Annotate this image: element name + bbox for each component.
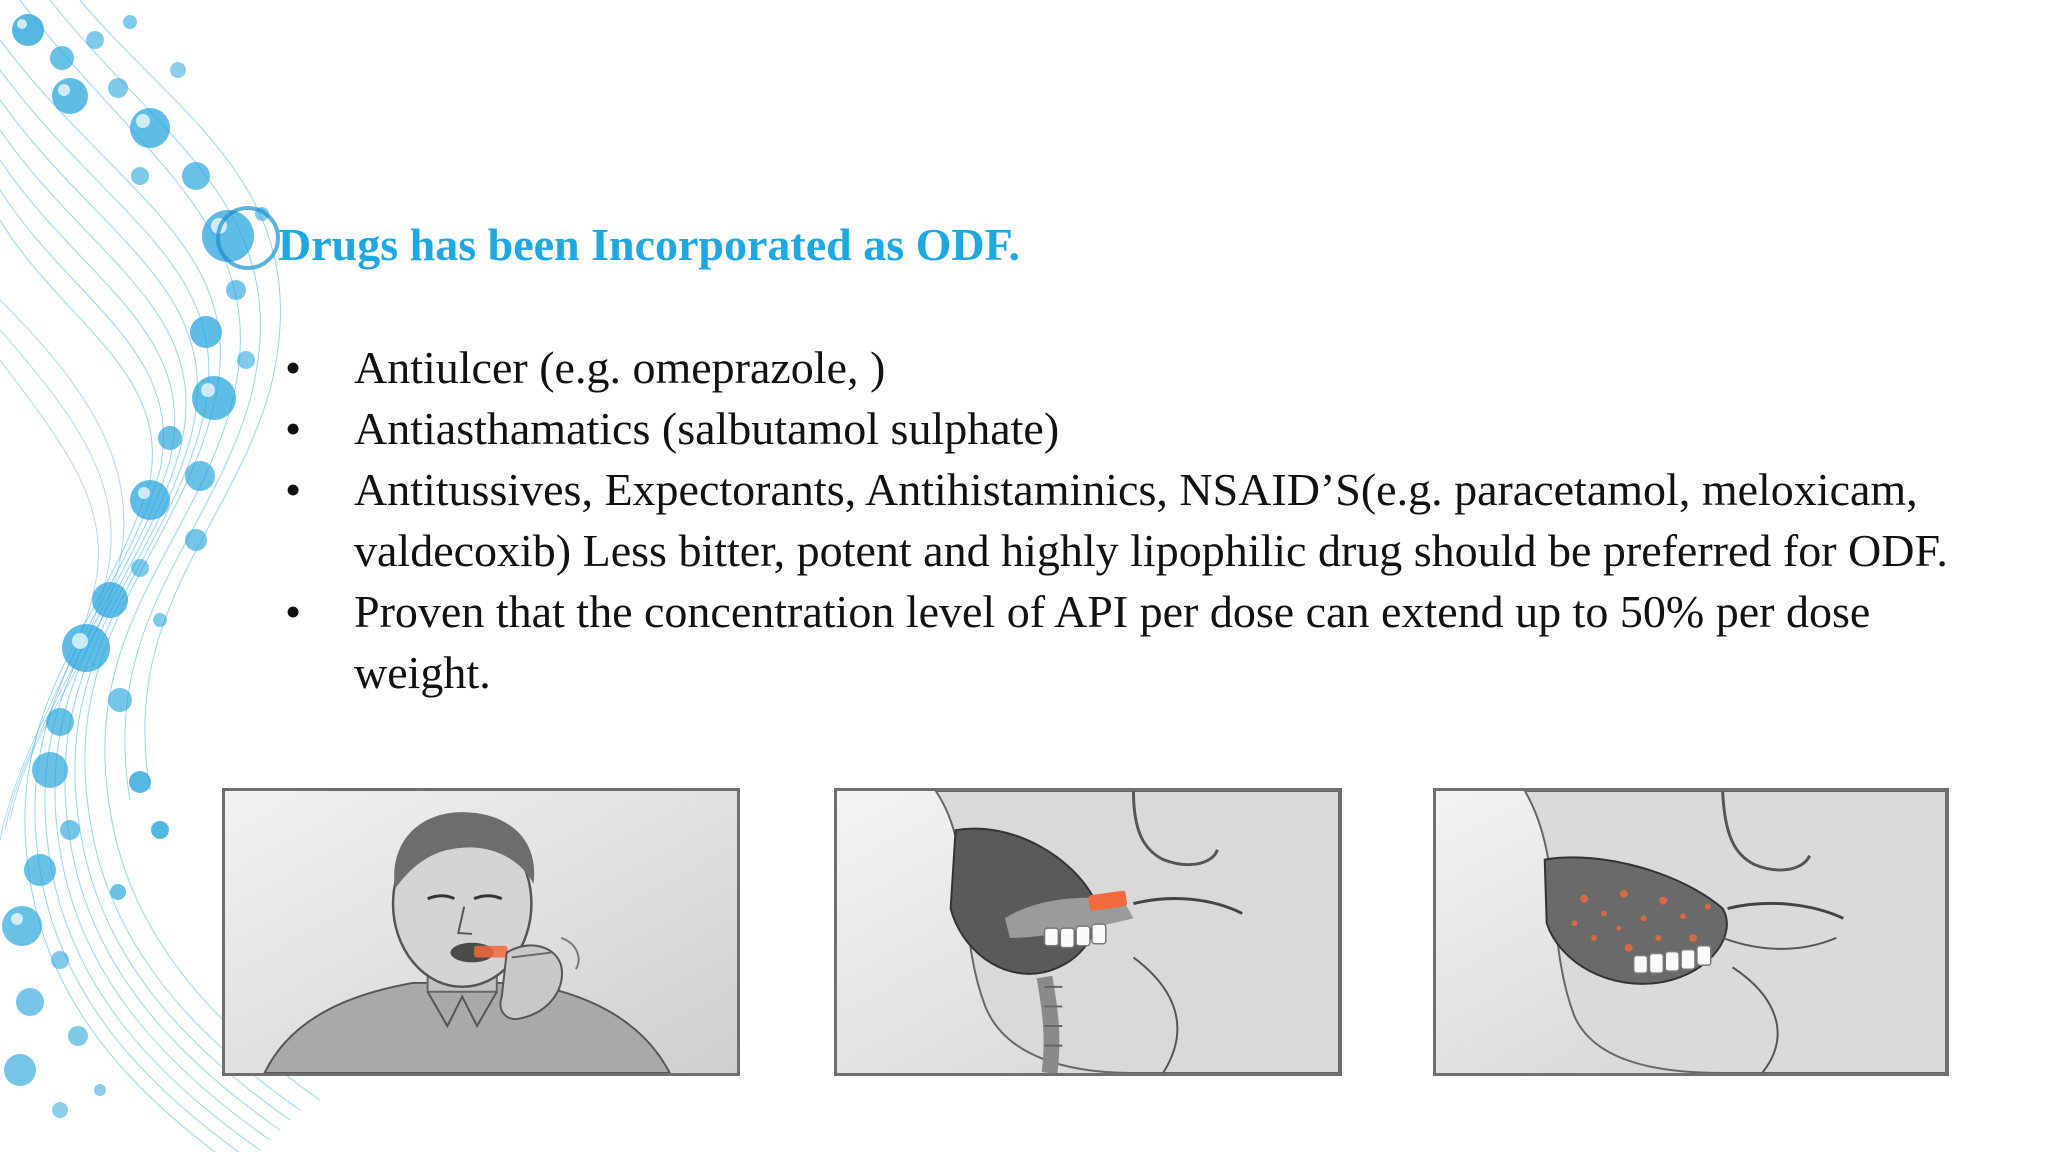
- bullet-item: [278, 459, 2018, 581]
- bullet-marker: •: [284, 586, 302, 637]
- film-dissolving-in-mouth-illustration: [1433, 788, 1949, 1076]
- bullet-item: [278, 581, 2018, 703]
- bullet-item: [278, 337, 2018, 398]
- bullet-list: [278, 337, 2018, 703]
- bullet-marker: •: [284, 342, 302, 393]
- bullet-text: Antiasthamatics (salbutamol sulphate): [354, 403, 1060, 454]
- bullet-marker: •: [284, 403, 302, 454]
- bullet-text: Antitussives, Expectorants, Antihistaminics, NSAID’S(e.g. paracetamol, meloxicam, valdecoxib) Less bitter, potent and highly lipophilic drug should be preferred for ODF.: [354, 464, 1948, 576]
- man-placing-film-on-tongue-illustration: [222, 788, 740, 1076]
- bullet-marker: •: [284, 464, 302, 515]
- bullet-text: Proven that the concentration level of API per dose can extend up to 50% per dose weight.: [354, 586, 1871, 698]
- film-on-tongue-cross-section-illustration: [834, 788, 1342, 1076]
- bullet-text: Antiulcer (e.g. omeprazole, ): [354, 342, 886, 393]
- bullet-item: [278, 398, 2018, 459]
- slide-title: Drugs has been Incorporated as ODF.: [278, 219, 1021, 270]
